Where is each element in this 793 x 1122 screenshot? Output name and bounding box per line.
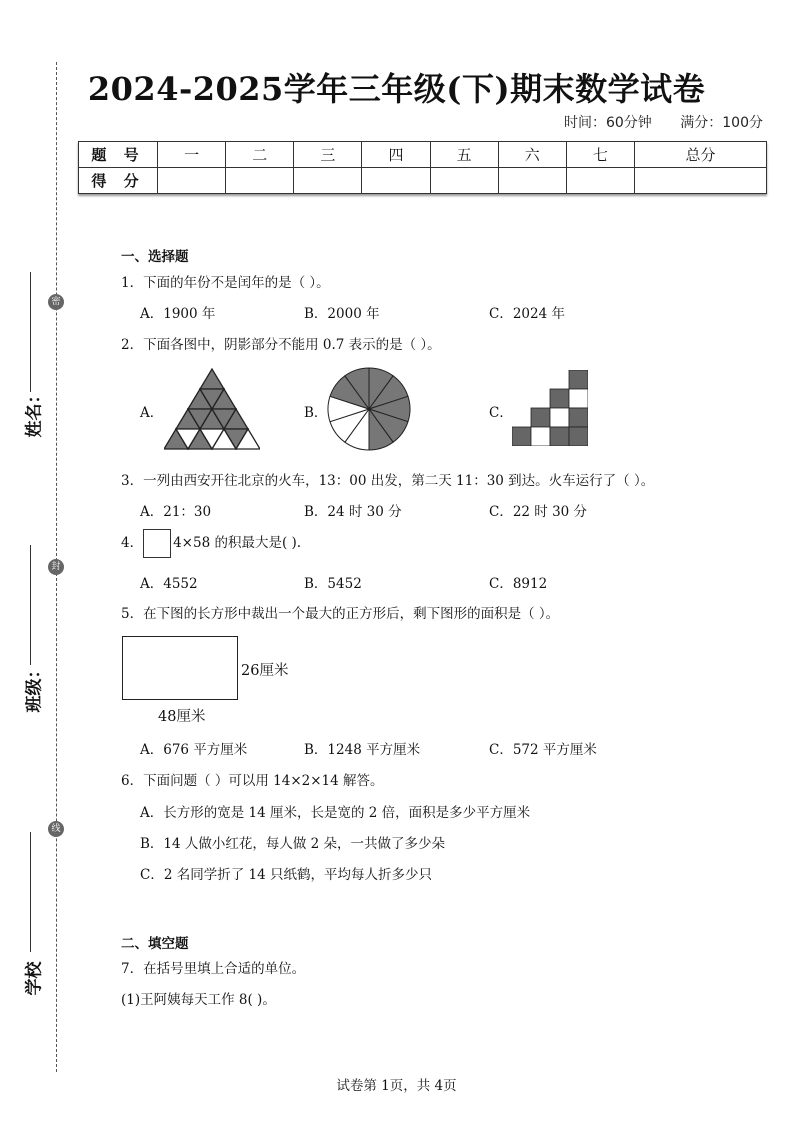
- q3-option-a: A．21：30: [140, 504, 212, 520]
- q4-number: 4．: [121, 535, 144, 551]
- header-cell: 四: [362, 142, 430, 168]
- header-cell: 一: [158, 142, 226, 168]
- row-label-question-number: 题 号: [79, 142, 158, 168]
- score-cell[interactable]: [430, 168, 498, 194]
- q1-option-c: C．2024 年: [489, 306, 565, 322]
- seal-dot-mi: 密: [48, 294, 64, 310]
- question-3: 3．一列由西安开往北京的火车，13：00 出发，第二天 11：30 到达。火车运行了（ ）。: [121, 473, 655, 489]
- header-cell: 五: [430, 142, 498, 168]
- question-7: 7．在括号里填上合适的单位。: [121, 961, 306, 977]
- q6-option-a: A．长方形的宽是 14 厘米，长是宽的 2 倍，面积是多少平方厘米: [140, 805, 531, 821]
- exam-title: 2024-2025学年三年级(下)期末数学试卷: [87, 70, 706, 108]
- q5-option-a: A．676 平方厘米: [140, 742, 248, 758]
- question-5: 5．在下图的长方形中裁出一个最大的正方形后，剩下图形的面积是（ ）。: [121, 606, 560, 622]
- section-1-heading: 一、选择题: [121, 249, 189, 265]
- q6-option-b: B．14 人做小红花，每人做 2 朵，一共做了多少朵: [140, 836, 446, 852]
- q7-sub-1: (1)王阿姨每天工作 8( )。: [121, 992, 276, 1008]
- seal-dot-xian: 线: [48, 821, 64, 837]
- score-cell[interactable]: [566, 168, 634, 194]
- question-6: 6．下面问题（ ）可以用 14×2×14 解答。: [121, 773, 384, 789]
- q3-option-c: C．22 时 30 分: [489, 504, 588, 520]
- q5-width-label: 48厘米: [158, 709, 206, 725]
- q5-option-b: B．1248 平方厘米: [304, 742, 421, 758]
- q2-figure-c-staircase: [512, 370, 588, 446]
- question-4: [121, 529, 301, 558]
- score-cell[interactable]: [498, 168, 566, 194]
- row-label-score: 得 分: [79, 168, 158, 194]
- q2-option-b: B．: [304, 405, 328, 421]
- header-cell: 六: [498, 142, 566, 168]
- q5-rectangle: [122, 636, 238, 700]
- name-line: [30, 272, 31, 392]
- q6-option-c: C．2 名同学折了 14 只纸鹤，平均每人折多少只: [140, 867, 432, 883]
- q1-option-a: A．1900 年: [140, 306, 216, 322]
- class-label: 班级：: [24, 661, 45, 713]
- q3-option-b: B．24 时 30 分: [304, 504, 402, 520]
- q2-figure-a-triangle: [164, 367, 260, 451]
- score-cell[interactable]: [158, 168, 226, 194]
- q4-option-b: B．5452: [304, 576, 362, 592]
- header-cell: 二: [226, 142, 294, 168]
- header-cell: 三: [294, 142, 362, 168]
- q4-option-c: C．8912: [489, 576, 548, 592]
- question-1: 1．下面的年份不是闰年的是（ ）。: [121, 275, 330, 291]
- score-cell[interactable]: [362, 168, 430, 194]
- score-table: [78, 141, 767, 194]
- header-cell: 七: [566, 142, 634, 168]
- exam-meta: [540, 112, 763, 132]
- page-footer: 试卷第 1页，共 4页: [336, 1078, 457, 1094]
- name-label: 姓名：: [24, 386, 45, 438]
- q1-option-b: B．2000 年: [304, 306, 380, 322]
- section-2-heading: 二、填空题: [121, 936, 189, 952]
- class-line: [30, 545, 31, 665]
- seal-dot-feng: 封: [48, 559, 64, 575]
- school-line: [30, 832, 31, 952]
- q2-option-c: C．: [489, 405, 513, 421]
- q2-option-a: A．: [140, 405, 164, 421]
- time-info: 时间：60分钟: [563, 115, 652, 131]
- q4-text: 4×58 的积最大是( ).: [173, 535, 302, 551]
- score-cell[interactable]: [634, 168, 766, 194]
- q5-option-c: C．572 平方厘米: [489, 742, 597, 758]
- score-cell[interactable]: [226, 168, 294, 194]
- score-cell[interactable]: [294, 168, 362, 194]
- q4-blank-box[interactable]: [143, 529, 171, 558]
- score-table-score-row: [79, 168, 767, 194]
- full-score-info: 满分：100分: [680, 115, 763, 131]
- q2-figure-b-circle: [326, 366, 412, 452]
- q5-height-label: 26厘米: [241, 663, 289, 679]
- score-table-header-row: [79, 142, 767, 168]
- header-cell: 总分: [634, 142, 766, 168]
- school-label: 学校: [24, 961, 45, 996]
- q4-option-a: A．4552: [140, 576, 198, 592]
- question-2: 2．下面各图中，阴影部分不能用 0.7 表示的是（ ）。: [121, 337, 441, 353]
